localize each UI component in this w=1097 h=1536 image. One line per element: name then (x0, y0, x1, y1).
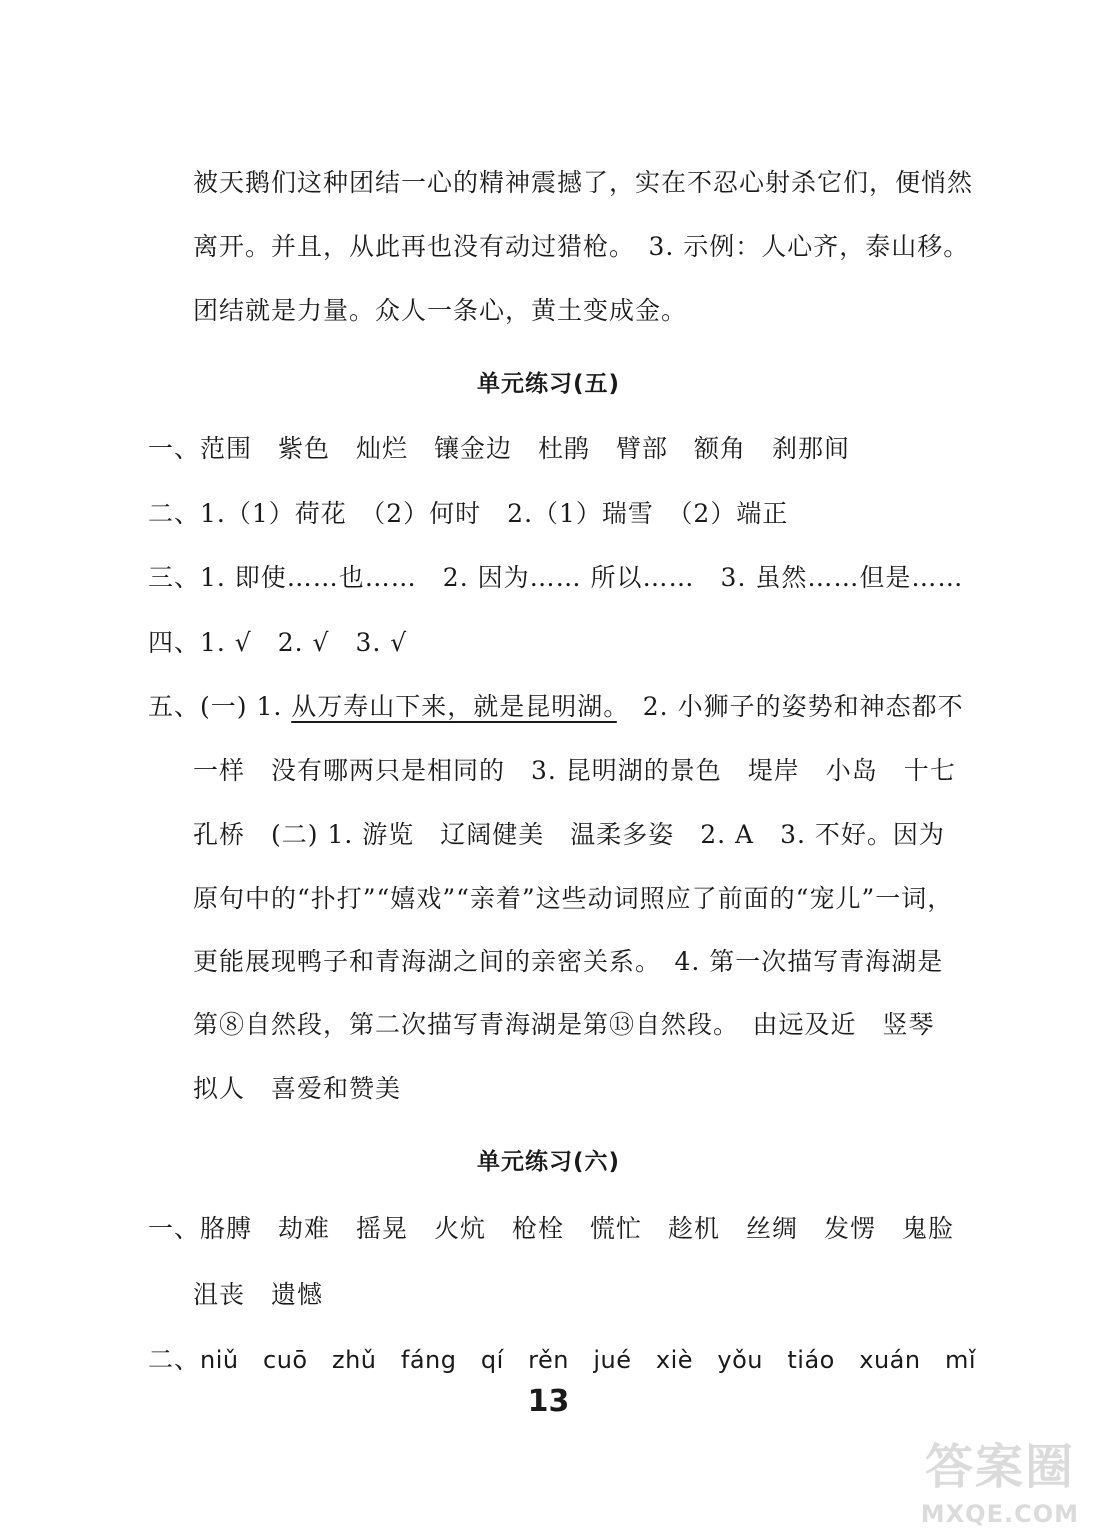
unit6-q1-line-1: 一、胳膊 劫难 摇晃 火炕 枪栓 慌忙 趁机 丝绸 发愣 鬼脸 (148, 1214, 955, 1243)
unit5-q3: 三、1. 即使……也…… 2. 因为…… 所以…… 3. 虽然……但是…… (148, 563, 964, 592)
unit6-q2-pinyin: niǔ cuō zhǔ fáng qí rěn jué xiè yǒu tiáo xuán mǐ (200, 1346, 977, 1374)
watermark-mark: 答案圈 (924, 1439, 1075, 1495)
unit5-q5-line-2: 一样 没有哪两只是相同的 3. 昆明湖的景色 堤岸 小岛 十七 (193, 756, 956, 785)
unit5-q4: 四、1. √ 2. √ 3. √ (148, 628, 408, 657)
unit5-q1: 一、范围 紫色 灿烂 镶金边 杜鹃 臂部 额角 刹那间 (148, 434, 851, 463)
unit5-q5-rest: 2. 小狮子的姿势和神态都不 (616, 692, 964, 721)
watermark-logo (873, 1428, 1083, 1528)
intro-line-1: 被天鹅们这种团结一心的精神震撼了，实在不忍心射杀它们，便悄然 (193, 168, 974, 197)
unit5-q2: 二、1.（1）荷花 （2）何时 2.（1）瑞雪 （2）端正 (148, 499, 789, 528)
unit5-q5-line-6: 第⑧自然段，第二次描写青海湖是第⑬自然段。 由远及近 竖琴 (193, 1010, 935, 1039)
page-number: 13 (527, 1384, 570, 1419)
unit5-q5-prefix: 五、(一) 1. (148, 692, 292, 721)
unit5-q5-line-3: 孔桥 (二) 1. 游览 辽阔健美 温柔多姿 2. A 3. 不好。因为 (193, 820, 945, 849)
unit5-q5-line-5: 更能展现鸭子和青海湖之间的亲密关系。 4. 第一次描写青海湖是 (193, 947, 944, 976)
unit6-title: 单元练习(六) (476, 1149, 621, 1175)
unit6-q1-line-2: 沮丧 遗憾 (193, 1280, 324, 1309)
intro-line-2: 离开。并且，从此再也没有动过猎枪。 3. 示例：人心齐，泰山移。 (193, 232, 970, 261)
unit5-q5-line-1 (148, 690, 964, 724)
unit5-q5-line-7: 拟人 喜爱和赞美 (193, 1074, 402, 1103)
intro-line-3: 团结就是力量。众人一条心，黄土变成金。 (193, 296, 688, 325)
unit6-q2-prefix: 二、 (148, 1345, 201, 1374)
unit5-q5-line-4: 原句中的“扑打”“嬉戏”“亲着”这些动词照应了前面的“宠儿”一词， (193, 884, 954, 913)
unit5-title: 单元练习(五) (476, 371, 621, 397)
unit5-q5-underlined: 从万寿山下来，就是昆明湖。 (291, 692, 617, 721)
watermark-url: MXQE.COM (920, 1500, 1079, 1528)
unit6-q2 (148, 1343, 976, 1377)
